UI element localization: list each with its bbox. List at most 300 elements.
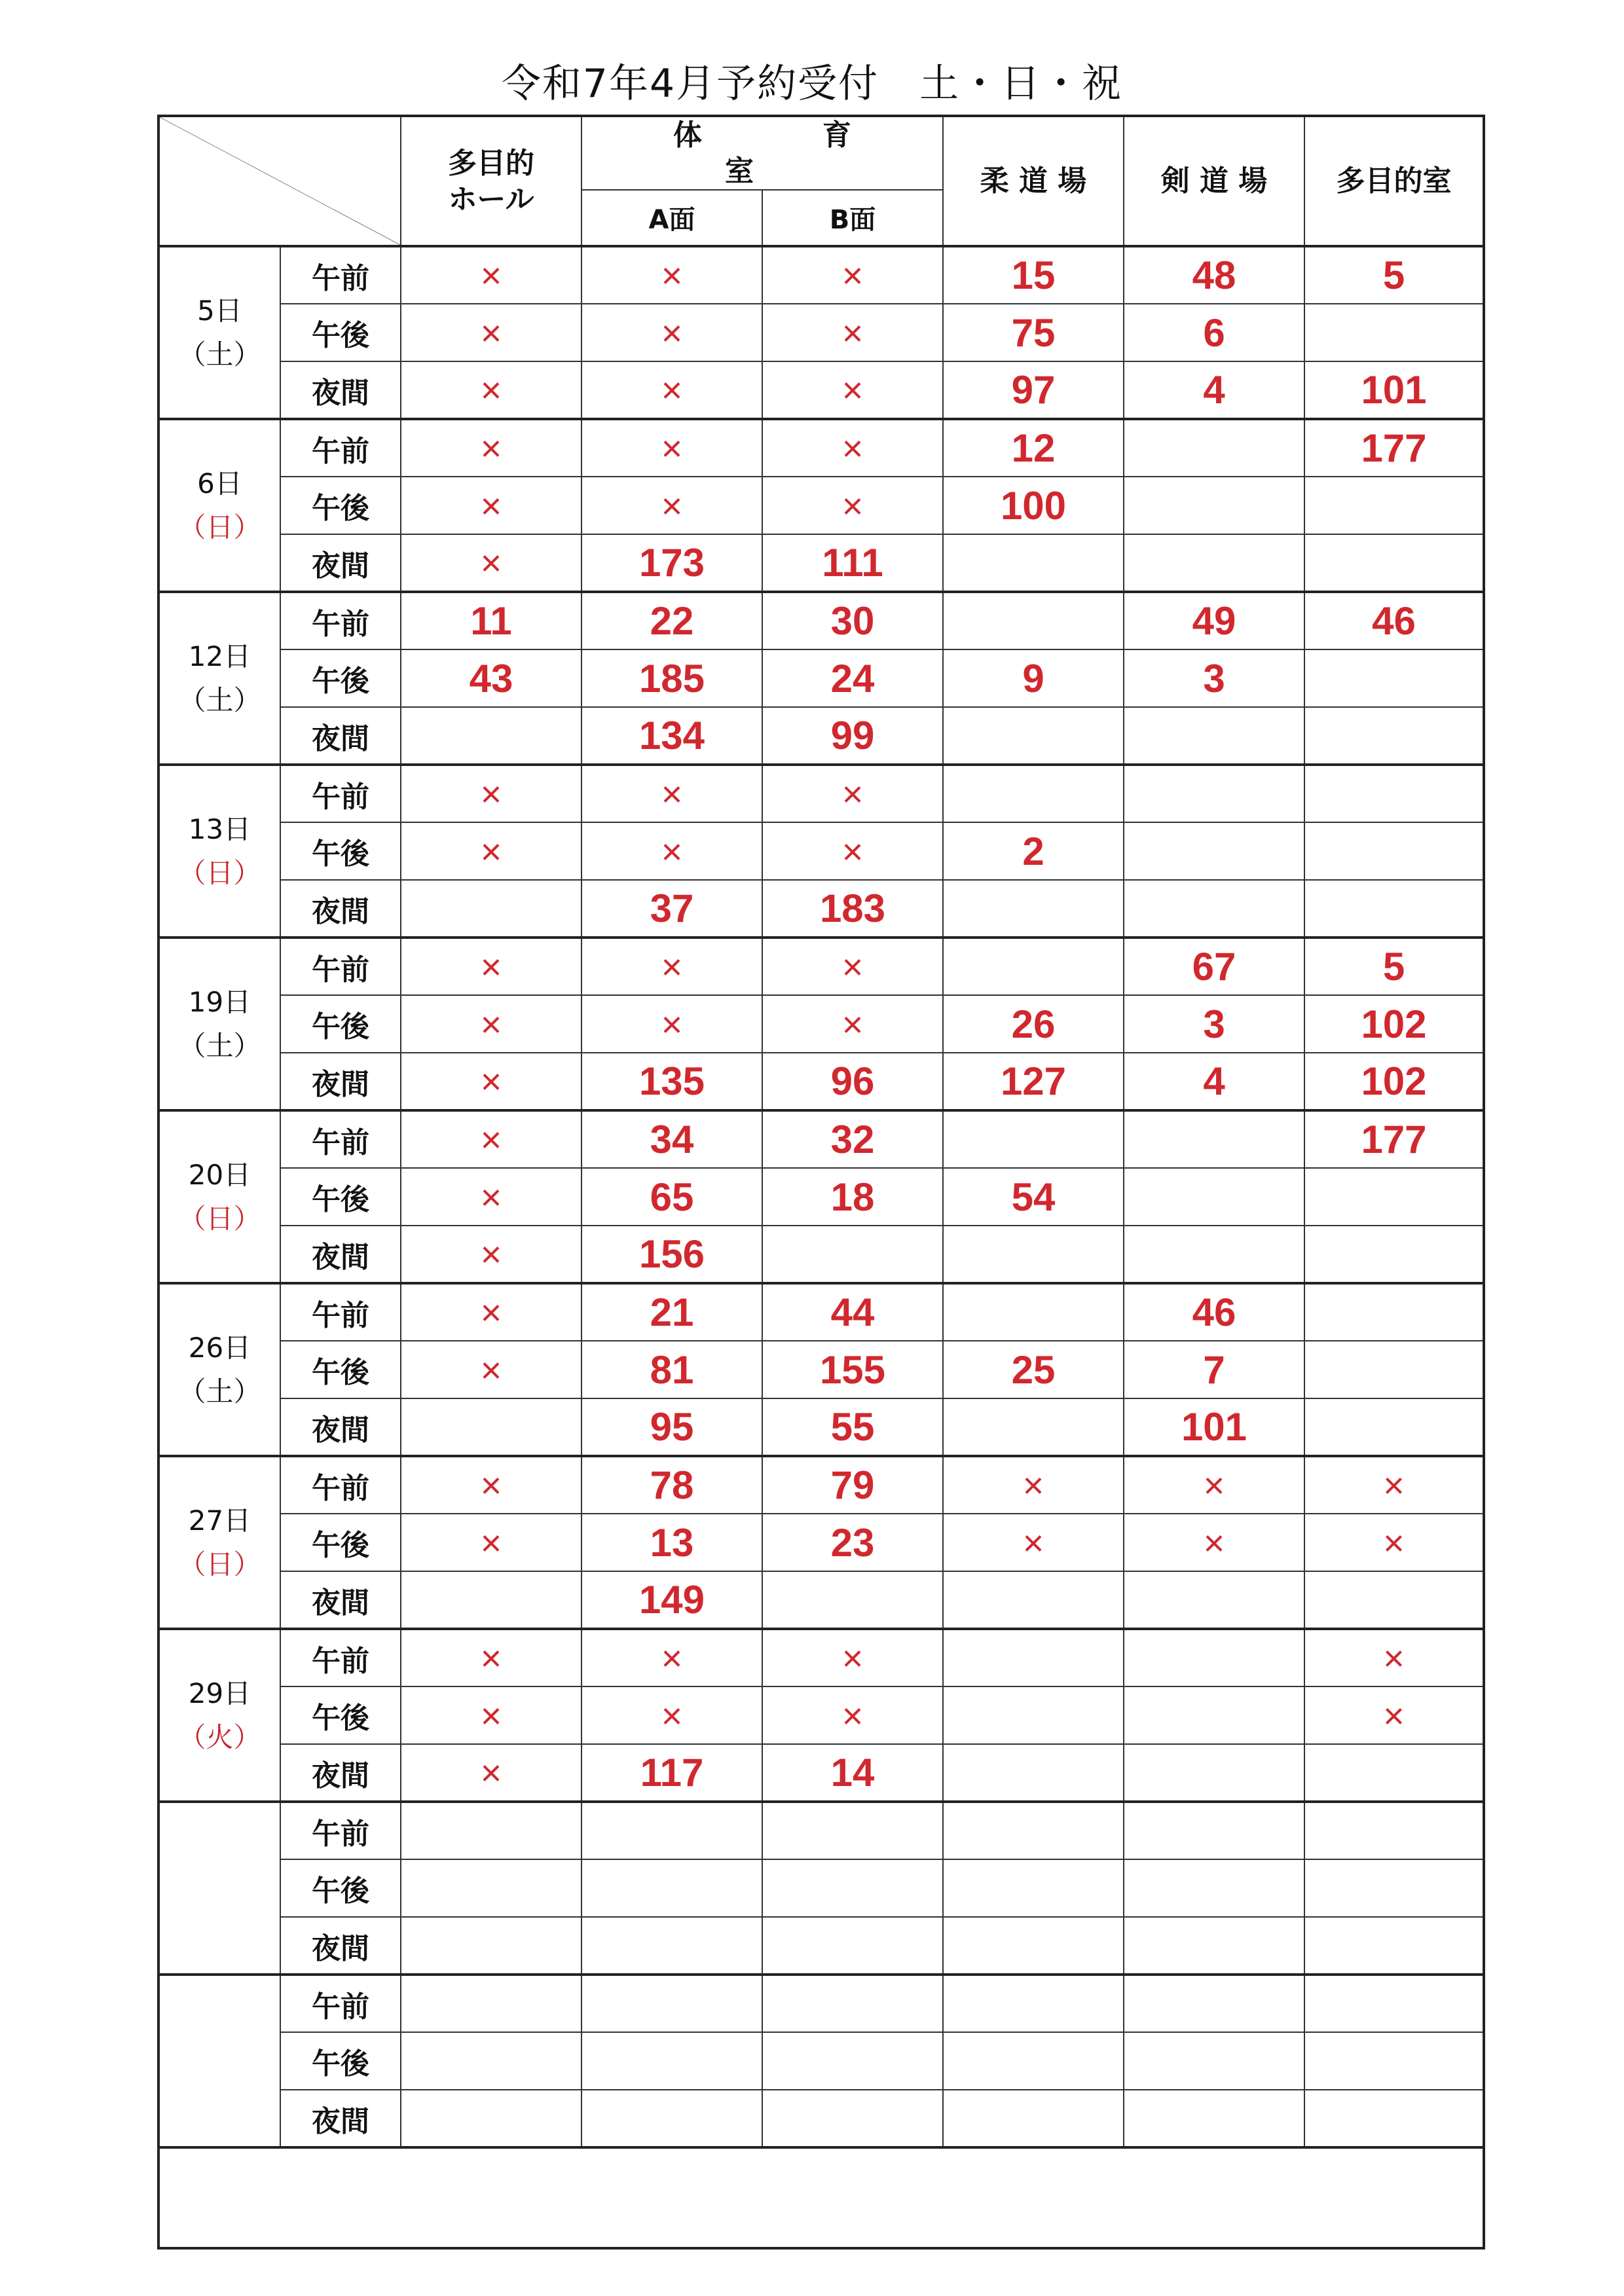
reservation-number: 48 [1192, 253, 1236, 297]
reservation-cell [581, 822, 762, 880]
unavailable-mark: × [480, 1694, 502, 1736]
reservation-cell [762, 1456, 943, 1514]
reservation-cell [1304, 1456, 1484, 1514]
header-gym-a: A面 [581, 190, 762, 246]
reservation-cell [581, 1168, 762, 1226]
reservation-cell [581, 1859, 762, 1917]
unavailable-mark: × [661, 428, 683, 469]
unavailable-mark: × [480, 1119, 502, 1160]
time-slot-label: 午後 [280, 822, 401, 880]
reservation-cell [581, 477, 762, 534]
diagonal-line [160, 117, 400, 245]
reservation-cell [401, 822, 581, 880]
reservation-number: 25 [1011, 1347, 1056, 1392]
reservation-cell [401, 1744, 581, 1802]
reservation-cell [1124, 2090, 1304, 2147]
reservation-cell [762, 938, 943, 995]
reservation-number: 155 [819, 1347, 886, 1392]
reservation-cell [581, 419, 762, 477]
reservation-cell [1124, 1341, 1304, 1398]
reservation-cell [1124, 1283, 1304, 1341]
time-slot-label: 夜間 [280, 1226, 401, 1283]
reservation-cell [401, 246, 581, 304]
reservation-cell [581, 1744, 762, 1802]
reservation-cell [762, 880, 943, 938]
reservation-cell [1124, 534, 1304, 592]
reservation-number: 100 [1000, 483, 1067, 528]
date-day: 19日 [188, 985, 251, 1018]
reservation-cell [581, 1686, 762, 1744]
reservation-cell [581, 1283, 762, 1341]
reservation-cell [401, 1053, 581, 1110]
unavailable-mark: × [841, 484, 864, 526]
reservation-cell [1124, 1456, 1304, 1514]
reservation-cell [1124, 880, 1304, 938]
reservation-cell [581, 2090, 762, 2147]
reservation-number: 13 [650, 1520, 694, 1565]
reservation-number: 12 [1011, 426, 1056, 470]
reservation-number: 30 [830, 599, 875, 643]
table-row [158, 477, 1484, 534]
reservation-cell [1304, 1744, 1484, 1802]
reservation-cell [943, 707, 1124, 765]
reservation-cell [1124, 995, 1304, 1053]
header-multi-room: 多目的室 [1304, 116, 1484, 246]
date-day: 6日 [197, 467, 242, 500]
reservation-cell [401, 1975, 581, 2032]
table-row [158, 1629, 1484, 1686]
reservation-cell [943, 1398, 1124, 1456]
reservation-cell [1304, 995, 1484, 1053]
reservation-number: 11 [470, 599, 512, 643]
reservation-cell [943, 246, 1124, 304]
reservation-cell [1304, 1629, 1484, 1686]
reservation-cell [1124, 1917, 1304, 1975]
reservation-cell [762, 1802, 943, 1859]
reservation-cell [762, 1975, 943, 2032]
time-slot-label: 午前 [280, 1110, 401, 1168]
table-row [158, 2090, 1484, 2147]
unavailable-mark: × [480, 946, 502, 987]
reservation-cell [762, 1110, 943, 1168]
reservation-cell [1304, 1917, 1484, 1975]
reservation-cell [1304, 1226, 1484, 1283]
reservation-number: 177 [1361, 1118, 1427, 1161]
table-row [158, 1110, 1484, 1168]
reservation-cell [762, 822, 943, 880]
reservation-number: 23 [830, 1520, 875, 1565]
reservation-cell [943, 880, 1124, 938]
date-weekday: （土） [178, 1030, 261, 1062]
reservation-cell [943, 592, 1124, 649]
date-day: 13日 [188, 812, 251, 845]
reservation-cell [943, 2032, 1124, 2090]
reservation-cell [943, 1859, 1124, 1917]
time-slot-label: 午前 [280, 246, 401, 304]
time-slot-label: 午後 [280, 995, 401, 1053]
reservation-cell [1124, 1514, 1304, 1571]
reservation-number: 2 [1022, 829, 1044, 873]
table-row [158, 707, 1484, 765]
reservation-cell [581, 592, 762, 649]
header-kendo: 剣 道 場 [1124, 116, 1304, 246]
reservation-number: 67 [1192, 945, 1236, 989]
reservation-number: 173 [638, 541, 705, 585]
reservation-cell [581, 1398, 762, 1456]
reservation-cell [943, 995, 1124, 1053]
reservation-number: 26 [1011, 1002, 1056, 1046]
unavailable-mark: × [480, 1003, 502, 1045]
table-row [158, 1571, 1484, 1629]
unavailable-mark: × [841, 830, 864, 872]
reservation-number: 24 [830, 656, 875, 701]
note-cell [158, 2147, 1484, 2248]
reservation-number: 127 [1000, 1059, 1067, 1103]
unavailable-mark: × [480, 830, 502, 872]
reservation-cell [762, 246, 943, 304]
unavailable-mark: × [480, 1349, 502, 1391]
reservation-cell [1124, 1110, 1304, 1168]
time-slot-label: 午後 [280, 477, 401, 534]
reservation-number: 75 [1011, 310, 1056, 355]
reservation-cell [943, 1975, 1124, 2032]
reservation-cell [943, 1917, 1124, 1975]
reservation-cell [1304, 1975, 1484, 2032]
reservation-cell [1124, 1975, 1304, 2032]
reservation-cell [943, 649, 1124, 707]
reservation-cell [1304, 2032, 1484, 2090]
date-cell [158, 419, 280, 592]
reservation-cell [401, 1571, 581, 1629]
reservation-cell [762, 1514, 943, 1571]
reservation-cell [401, 1802, 581, 1859]
unavailable-mark: × [480, 1752, 502, 1793]
reservation-number: 102 [1361, 1059, 1427, 1103]
reservation-cell [401, 304, 581, 361]
unavailable-mark: × [1203, 1522, 1225, 1563]
table-row [158, 246, 1484, 304]
reservation-table [157, 115, 1485, 2250]
date-cell [158, 1456, 280, 1629]
reservation-number: 96 [830, 1059, 875, 1103]
reservation-number: 55 [830, 1405, 875, 1449]
table-row [158, 1168, 1484, 1226]
time-slot-label: 午前 [280, 765, 401, 822]
time-slot-label: 午前 [280, 592, 401, 649]
reservation-cell [1304, 765, 1484, 822]
date-weekday: （日） [178, 857, 261, 889]
reservation-number: 79 [830, 1463, 875, 1507]
reservation-cell [762, 649, 943, 707]
reservation-cell [943, 1168, 1124, 1226]
time-slot-label: 夜間 [280, 1571, 401, 1629]
reservation-number: 54 [1011, 1175, 1056, 1219]
reservation-cell [581, 1802, 762, 1859]
reservation-cell [1124, 246, 1304, 304]
unavailable-mark: × [1383, 1522, 1405, 1563]
date-cell [158, 765, 280, 938]
reservation-number: 183 [819, 886, 886, 930]
reservation-cell [762, 1341, 943, 1398]
reservation-cell [943, 1629, 1124, 1686]
reservation-cell [943, 938, 1124, 995]
time-slot-label: 午前 [280, 1629, 401, 1686]
reservation-cell [943, 765, 1124, 822]
reservation-cell [1124, 1686, 1304, 1744]
reservation-number: 5 [1382, 253, 1405, 297]
reservation-number: 34 [650, 1118, 694, 1161]
unavailable-mark: × [661, 312, 683, 354]
page-title: 令和7年4月予約受付 土・日・祝 [501, 61, 1123, 107]
unavailable-mark: × [661, 484, 683, 526]
reservation-number: 49 [1192, 599, 1236, 643]
reservation-cell [1304, 477, 1484, 534]
unavailable-mark: × [480, 1176, 502, 1218]
reservation-cell [1124, 2032, 1304, 2090]
reservation-cell [581, 1514, 762, 1571]
reservation-cell [1304, 707, 1484, 765]
table-row [158, 1341, 1484, 1398]
reservation-cell [762, 1571, 943, 1629]
reservation-number: 7 [1203, 1347, 1225, 1392]
reservation-number: 185 [638, 656, 705, 701]
reservation-cell [943, 1110, 1124, 1168]
reservation-cell [581, 1571, 762, 1629]
reservation-cell [581, 707, 762, 765]
reservation-cell [1304, 1168, 1484, 1226]
reservation-cell [401, 1283, 581, 1341]
date-weekday: （日） [178, 511, 261, 543]
unavailable-mark: × [480, 369, 502, 410]
table-row [158, 938, 1484, 995]
unavailable-mark: × [480, 1637, 502, 1679]
reservation-number: 43 [469, 656, 513, 701]
unavailable-mark: × [661, 1694, 683, 1736]
reservation-cell [401, 1514, 581, 1571]
date-cell [158, 592, 280, 765]
reservation-cell [943, 1283, 1124, 1341]
unavailable-mark: × [661, 369, 683, 410]
reservation-cell [581, 1226, 762, 1283]
unavailable-mark: × [841, 1637, 864, 1679]
reservation-cell [401, 592, 581, 649]
reservation-cell [401, 995, 581, 1053]
reservation-cell [401, 534, 581, 592]
reservation-number: 37 [650, 886, 694, 930]
reservation-number: 15 [1011, 253, 1056, 297]
reservation-number: 101 [1361, 368, 1427, 412]
reservation-cell [581, 361, 762, 419]
reservation-cell [762, 2090, 943, 2147]
unavailable-mark: × [480, 1522, 502, 1563]
reservation-number: 18 [830, 1175, 875, 1219]
reservation-cell [581, 649, 762, 707]
reservation-cell [581, 880, 762, 938]
reservation-cell [1304, 1053, 1484, 1110]
reservation-cell [1124, 765, 1304, 822]
reservation-number: 3 [1203, 1002, 1225, 1046]
unavailable-mark: × [480, 1292, 502, 1333]
date-weekday: （火） [178, 1721, 261, 1753]
reservation-cell [1304, 1514, 1484, 1571]
reservation-cell [401, 880, 581, 938]
reservation-cell [943, 1744, 1124, 1802]
date-weekday: （土） [178, 1376, 261, 1408]
table-row [158, 1398, 1484, 1456]
reservation-cell [762, 534, 943, 592]
date-day: 26日 [188, 1331, 251, 1364]
reservation-cell [762, 1398, 943, 1456]
reservation-cell [762, 304, 943, 361]
unavailable-mark: × [1022, 1465, 1044, 1506]
table-row [158, 765, 1484, 822]
reservation-number: 95 [650, 1405, 694, 1449]
reservation-number: 81 [650, 1347, 694, 1392]
reservation-cell [581, 765, 762, 822]
reservation-number: 44 [830, 1290, 875, 1334]
reservation-cell [943, 1571, 1124, 1629]
reservation-cell [943, 361, 1124, 419]
reservation-cell [581, 2032, 762, 2090]
table-row [158, 822, 1484, 880]
reservation-cell [401, 1456, 581, 1514]
date-weekday: （日） [178, 1203, 261, 1235]
date-weekday: （土） [178, 684, 261, 716]
reservation-cell [401, 938, 581, 995]
reservation-cell [1124, 1168, 1304, 1226]
reservation-cell [1304, 1686, 1484, 1744]
reservation-cell [1124, 1629, 1304, 1686]
date-cell [158, 1802, 280, 1975]
reservation-cell [1124, 707, 1304, 765]
reservation-cell [762, 1859, 943, 1917]
unavailable-mark: × [841, 428, 864, 469]
time-slot-label: 午後 [280, 649, 401, 707]
reservation-number: 6 [1203, 310, 1225, 355]
reservation-cell [943, 822, 1124, 880]
reservation-cell [401, 2032, 581, 2090]
reservation-cell [581, 1053, 762, 1110]
reservation-number: 156 [638, 1232, 705, 1276]
reservation-cell [1124, 822, 1304, 880]
reservation-number: 135 [638, 1059, 705, 1103]
reservation-cell [1124, 649, 1304, 707]
reservation-cell [1124, 592, 1304, 649]
time-slot-label: 午後 [280, 1514, 401, 1571]
date-weekday: （土） [178, 338, 261, 371]
reservation-cell [401, 1168, 581, 1226]
unavailable-mark: × [661, 1637, 683, 1679]
reservation-cell [943, 1686, 1124, 1744]
header-gym-b: B面 [762, 190, 943, 246]
time-slot-label: 夜間 [280, 1398, 401, 1456]
reservation-cell [943, 1226, 1124, 1283]
reservation-cell [1124, 477, 1304, 534]
time-slot-label: 夜間 [280, 1744, 401, 1802]
table-row [158, 1802, 1484, 1859]
reservation-cell [1124, 1226, 1304, 1283]
reservation-cell [581, 246, 762, 304]
reservation-cell [762, 1283, 943, 1341]
time-slot-label: 午前 [280, 419, 401, 477]
reservation-cell [943, 534, 1124, 592]
reservation-cell [762, 1744, 943, 1802]
reservation-cell [762, 1917, 943, 1975]
reservation-cell [1124, 1802, 1304, 1859]
time-slot-label: 午後 [280, 2032, 401, 2090]
date-weekday: （日） [178, 1548, 261, 1580]
reservation-cell [401, 2090, 581, 2147]
reservation-cell [1124, 1398, 1304, 1456]
date-day: 29日 [188, 1677, 251, 1709]
reservation-cell [1124, 938, 1304, 995]
reservation-cell [943, 1341, 1124, 1398]
date-day: 27日 [188, 1504, 251, 1537]
reservation-number: 5 [1382, 945, 1405, 989]
reservation-cell [401, 1398, 581, 1456]
reservation-cell [1304, 1571, 1484, 1629]
date-cell [158, 246, 280, 419]
header-gym: 体 育 室 [581, 116, 943, 190]
reservation-cell [581, 1975, 762, 2032]
reservation-number: 32 [830, 1118, 875, 1161]
reservation-cell [401, 765, 581, 822]
reservation-cell [762, 1053, 943, 1110]
time-slot-label: 午前 [280, 938, 401, 995]
reservation-cell [1304, 1802, 1484, 1859]
unavailable-mark: × [1383, 1694, 1405, 1736]
table-row [158, 1053, 1484, 1110]
reservation-cell [762, 592, 943, 649]
reservation-number: 99 [830, 714, 875, 757]
unavailable-mark: × [1383, 1465, 1405, 1506]
table-row [158, 592, 1484, 649]
unavailable-mark: × [661, 1003, 683, 1045]
reservation-number: 46 [1192, 1290, 1236, 1334]
time-slot-label: 夜間 [280, 1053, 401, 1110]
reservation-number: 4 [1203, 1059, 1225, 1103]
time-slot-label: 夜間 [280, 707, 401, 765]
reservation-cell [1124, 1744, 1304, 1802]
time-slot-label: 午後 [280, 1341, 401, 1398]
time-slot-label: 夜間 [280, 361, 401, 419]
reservation-cell [1124, 361, 1304, 419]
reservation-number: 21 [650, 1290, 694, 1334]
time-slot-label: 午前 [280, 1802, 401, 1859]
reservation-cell [943, 419, 1124, 477]
reservation-cell [1304, 2090, 1484, 2147]
table-row [158, 649, 1484, 707]
date-day: 20日 [188, 1158, 251, 1191]
unavailable-mark: × [480, 773, 502, 814]
date-day: 5日 [197, 294, 242, 327]
reservation-cell [762, 707, 943, 765]
unavailable-mark: × [841, 369, 864, 410]
unavailable-mark: × [1022, 1522, 1044, 1563]
reservation-cell [1304, 361, 1484, 419]
reservation-number: 9 [1022, 656, 1044, 701]
unavailable-mark: × [661, 830, 683, 872]
time-slot-label: 午前 [280, 1456, 401, 1514]
reservation-cell [1124, 1859, 1304, 1917]
time-slot-label: 午前 [280, 1975, 401, 2032]
unavailable-mark: × [480, 1465, 502, 1506]
reservation-cell [581, 1917, 762, 1975]
reservation-cell [943, 477, 1124, 534]
reservation-cell [1124, 304, 1304, 361]
unavailable-mark: × [1383, 1637, 1405, 1679]
reservation-cell [1304, 649, 1484, 707]
